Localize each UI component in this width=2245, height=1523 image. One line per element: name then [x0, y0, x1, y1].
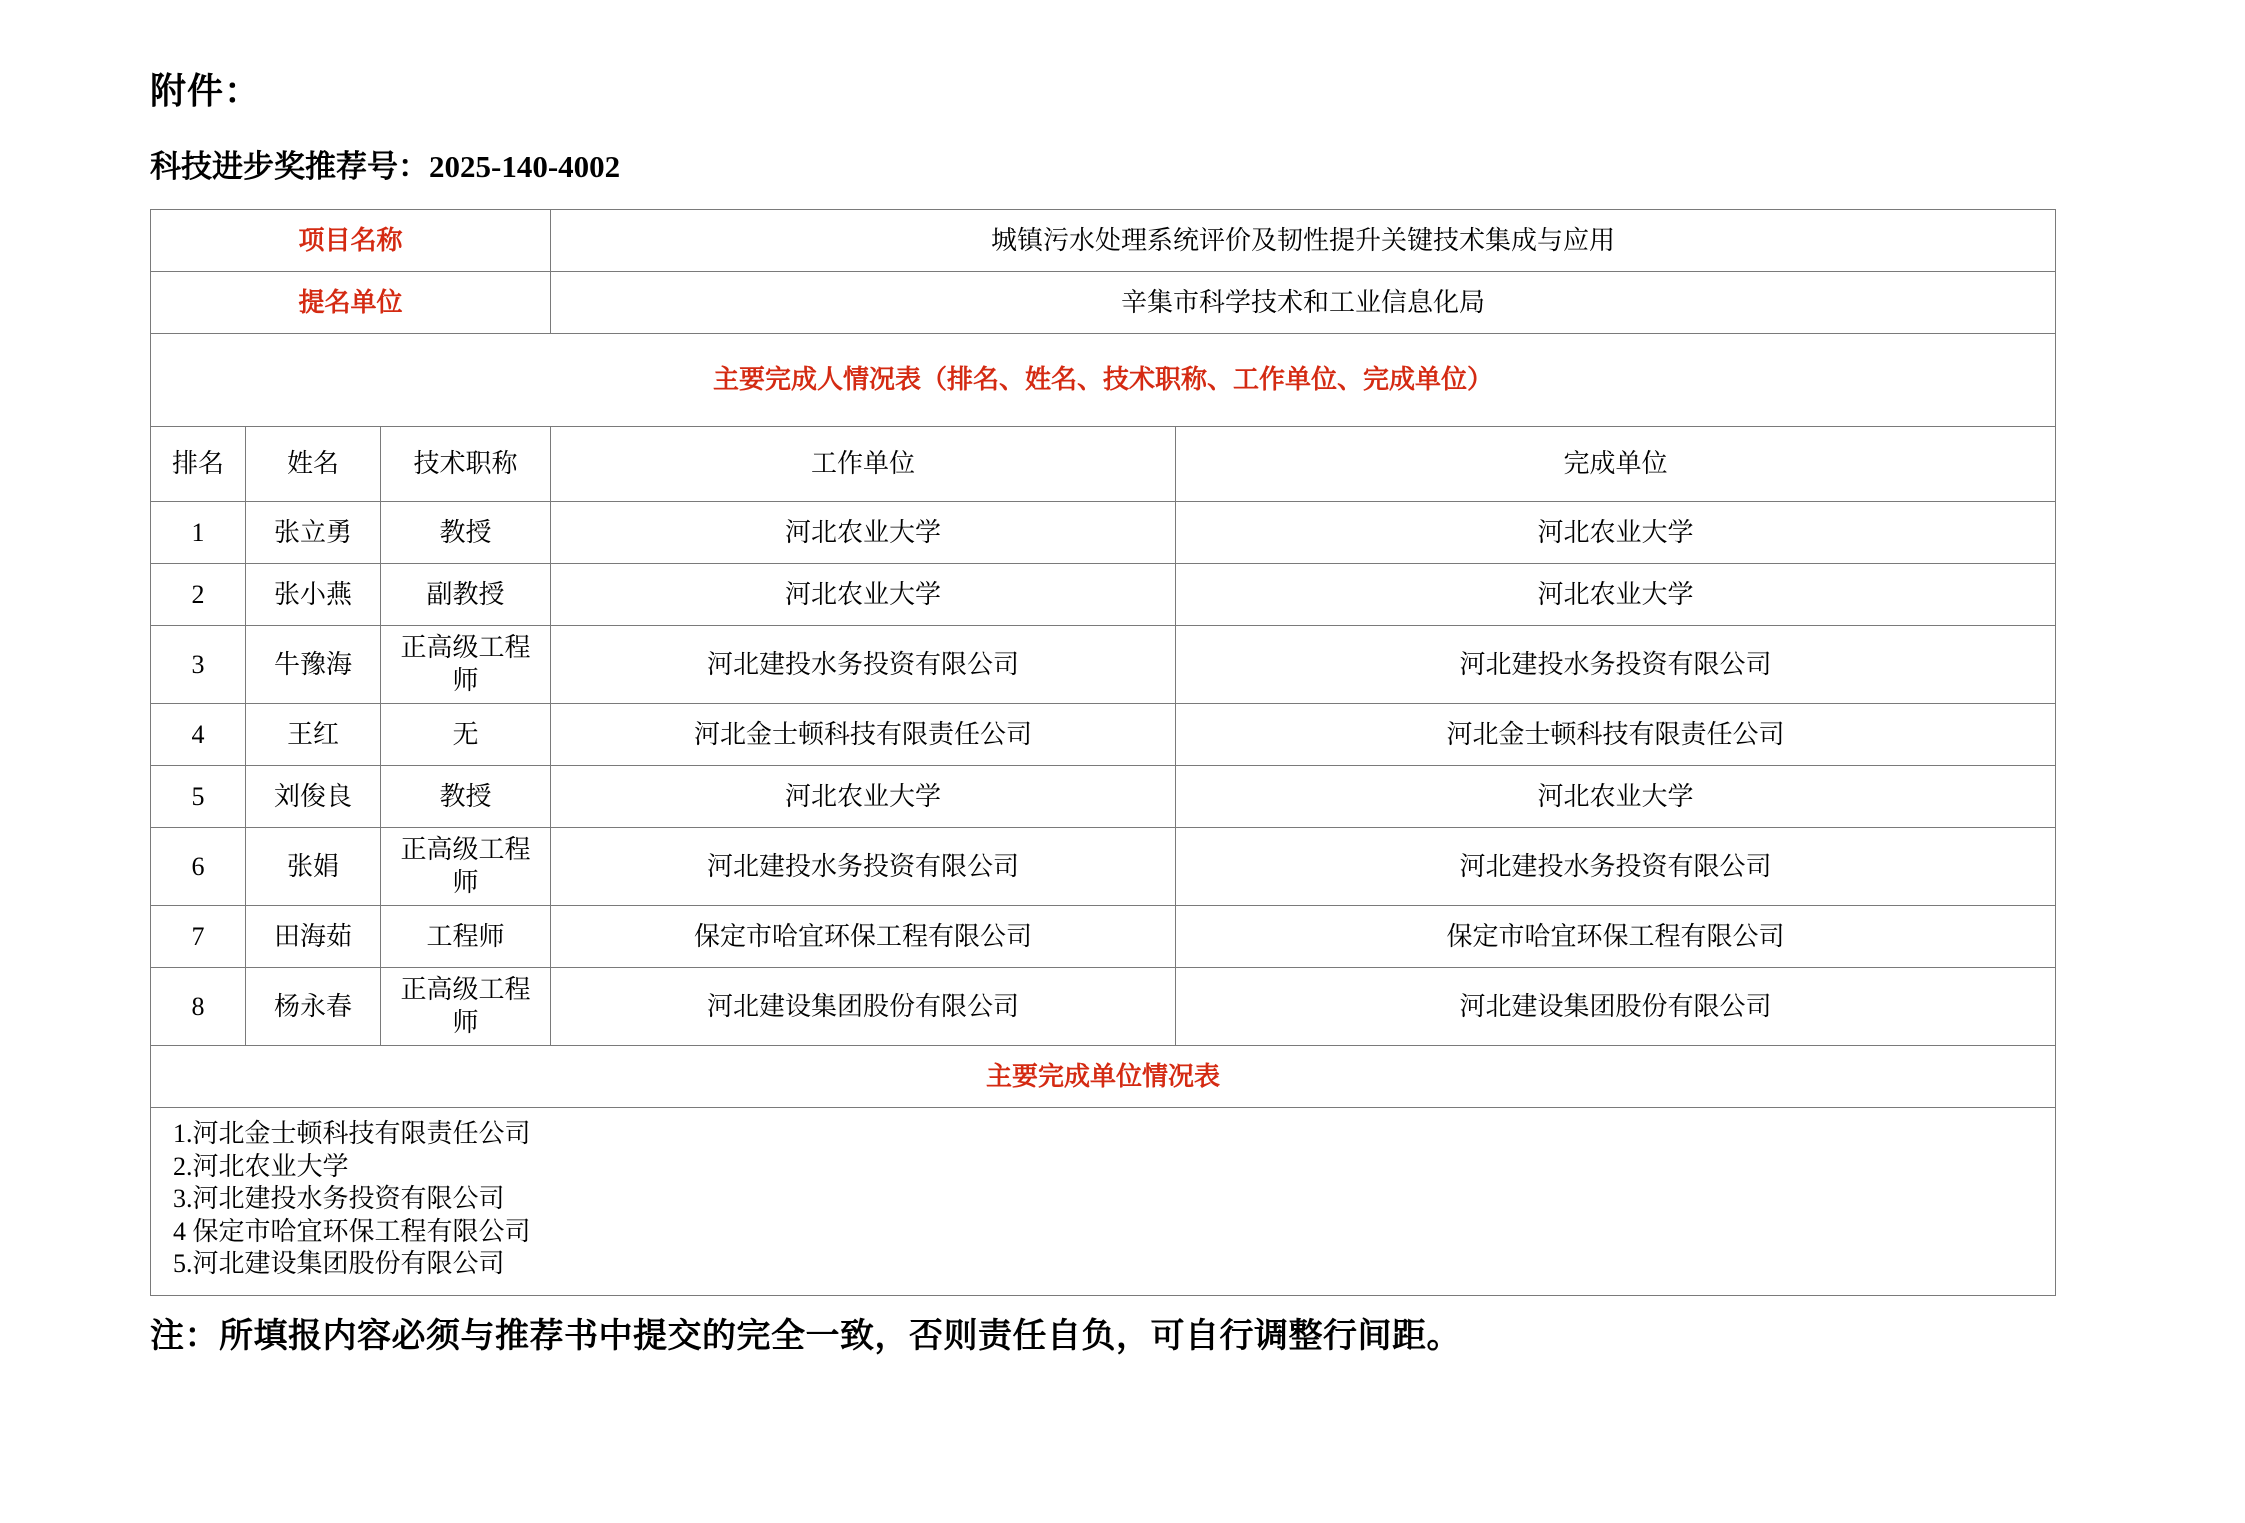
units-list — [151, 1108, 2056, 1296]
cell-title: 无 — [381, 704, 551, 766]
award-info-table — [150, 209, 2056, 1296]
cell-work-unit: 河北建设集团股份有限公司 — [551, 968, 1176, 1046]
cell-rank: 2 — [151, 564, 246, 626]
table-row-units-list — [151, 1108, 2056, 1296]
cell-name: 刘俊良 — [246, 766, 381, 828]
cell-name: 张立勇 — [246, 502, 381, 564]
cell-completion-unit: 河北农业大学 — [1176, 766, 2056, 828]
cell-name: 张娟 — [246, 828, 381, 906]
list-item: 3.河北建投水务投资有限公司 — [173, 1184, 505, 1214]
cell-rank: 5 — [151, 766, 246, 828]
table-row — [151, 564, 2056, 626]
contributors-section-title: 主要完成人情况表（排名、姓名、技术职称、工作单位、完成单位） — [151, 334, 2056, 427]
cell-completion-unit: 河北农业大学 — [1176, 502, 2056, 564]
cell-completion-unit: 河北建设集团股份有限公司 — [1176, 968, 2056, 1046]
cell-work-unit: 河北建投水务投资有限公司 — [551, 626, 1176, 704]
cell-name: 张小燕 — [246, 564, 381, 626]
table-header-row — [151, 427, 2056, 502]
table-row — [151, 906, 2056, 968]
table-row — [151, 626, 2056, 704]
cell-work-unit: 河北农业大学 — [551, 766, 1176, 828]
list-item: 1.河北金士顿科技有限责任公司 — [173, 1119, 531, 1149]
table-row — [151, 828, 2056, 906]
cell-title: 正高级工程师 — [381, 968, 551, 1046]
cell-rank: 4 — [151, 704, 246, 766]
nominating-unit-label: 提名单位 — [151, 272, 551, 334]
list-item: 2.河北农业大学 — [173, 1151, 349, 1181]
column-header-title: 技术职称 — [381, 427, 551, 502]
cell-name: 王红 — [246, 704, 381, 766]
table-row-project-name — [151, 210, 2056, 272]
cell-rank: 6 — [151, 828, 246, 906]
table-row — [151, 766, 2056, 828]
cell-name: 牛豫海 — [246, 626, 381, 704]
cell-completion-unit: 保定市哈宜环保工程有限公司 — [1176, 906, 2056, 968]
cell-work-unit: 河北建投水务投资有限公司 — [551, 828, 1176, 906]
recommendation-number-label: 科技进步奖推荐号： — [150, 149, 429, 185]
cell-name: 杨永春 — [246, 968, 381, 1046]
footer-note: 注：所填报内容必须与推荐书中提交的完全一致，否则责任自负，可自行调整行间距。 — [150, 1317, 1461, 1355]
table-row — [151, 704, 2056, 766]
recommendation-number-value: 2025-140-4002 — [429, 149, 621, 185]
cell-rank: 1 — [151, 502, 246, 564]
cell-completion-unit: 河北金士顿科技有限责任公司 — [1176, 704, 2056, 766]
table-row-nominating-unit — [151, 272, 2056, 334]
units-section-title: 主要完成单位情况表 — [151, 1046, 2056, 1108]
table-row — [151, 502, 2056, 564]
table-row-units-title — [151, 1046, 2056, 1108]
cell-completion-unit: 河北建投水务投资有限公司 — [1176, 626, 2056, 704]
list-item: 4 保定市哈宜环保工程有限公司 — [173, 1216, 531, 1246]
table-row — [151, 968, 2056, 1046]
recommendation-number-line — [150, 147, 2095, 187]
cell-rank: 3 — [151, 626, 246, 704]
cell-name: 田海茹 — [246, 906, 381, 968]
cell-title: 工程师 — [381, 906, 551, 968]
cell-title: 副教授 — [381, 564, 551, 626]
cell-work-unit: 河北农业大学 — [551, 502, 1176, 564]
cell-title: 教授 — [381, 766, 551, 828]
cell-work-unit: 保定市哈宜环保工程有限公司 — [551, 906, 1176, 968]
project-name-label: 项目名称 — [151, 210, 551, 272]
column-header-work-unit: 工作单位 — [551, 427, 1176, 502]
cell-completion-unit: 河北农业大学 — [1176, 564, 2056, 626]
cell-rank: 7 — [151, 906, 246, 968]
column-header-rank: 排名 — [151, 427, 246, 502]
cell-title: 正高级工程师 — [381, 626, 551, 704]
table-row-contributors-title — [151, 334, 2056, 427]
column-header-name: 姓名 — [246, 427, 381, 502]
cell-work-unit: 河北农业大学 — [551, 564, 1176, 626]
nominating-unit-value: 辛集市科学技术和工业信息化局 — [551, 272, 2056, 334]
list-item: 5.河北建设集团股份有限公司 — [173, 1249, 505, 1279]
column-header-completion-unit: 完成单位 — [1176, 427, 2056, 502]
cell-rank: 8 — [151, 968, 246, 1046]
cell-title: 正高级工程师 — [381, 828, 551, 906]
cell-title: 教授 — [381, 502, 551, 564]
attachment-label: 附件： — [150, 71, 262, 111]
cell-completion-unit: 河北建投水务投资有限公司 — [1176, 828, 2056, 906]
project-name-value: 城镇污水处理系统评价及韧性提升关键技术集成与应用 — [551, 210, 2056, 272]
cell-work-unit: 河北金士顿科技有限责任公司 — [551, 704, 1176, 766]
